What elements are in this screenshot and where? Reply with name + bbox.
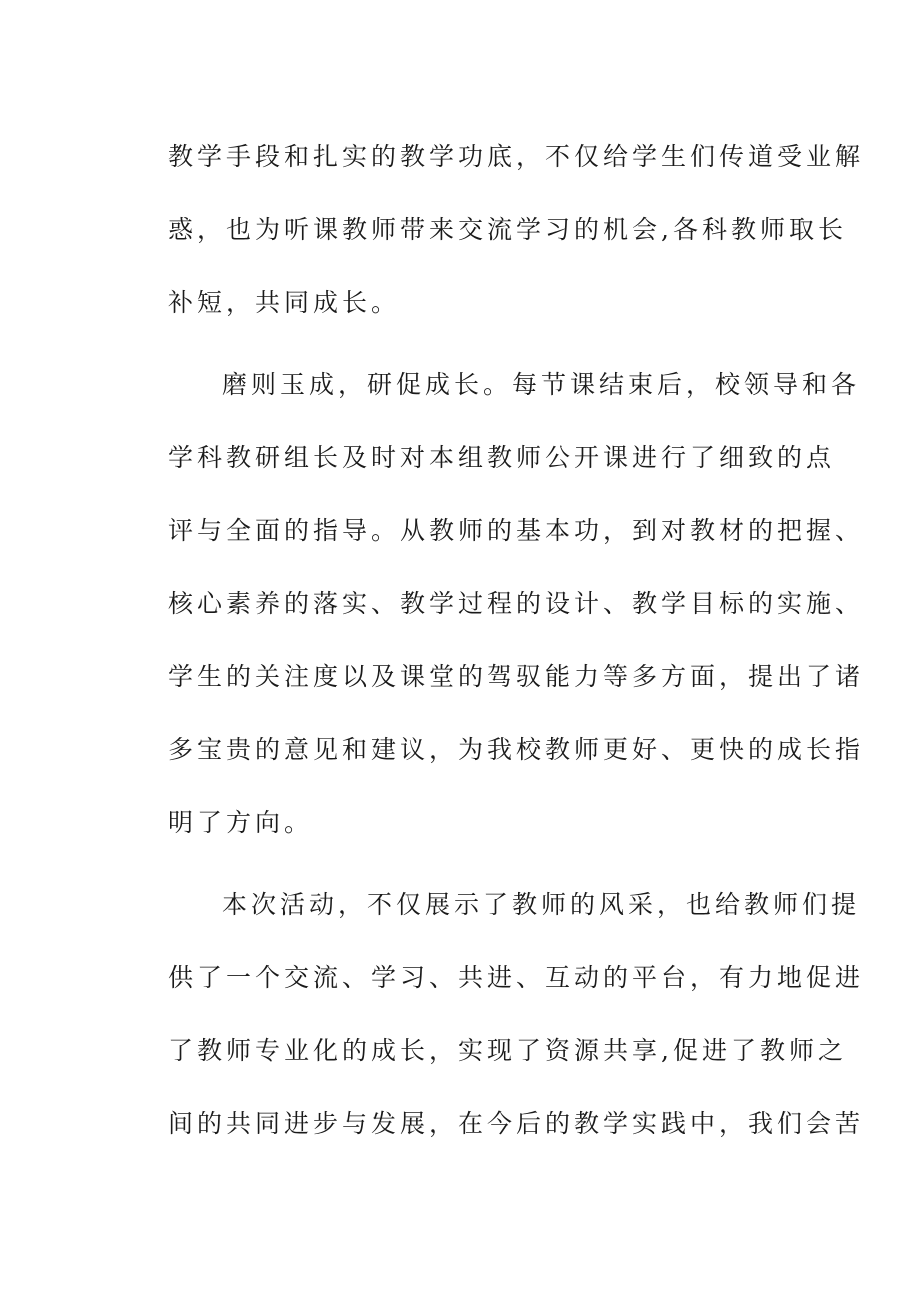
document-body — [168, 140, 865, 1180]
paragraph-first-line: 磨则玉成，研促成长。每节课结束后，校领导和各 — [222, 370, 861, 399]
text-line: 学科教研组长及时对本组教师公开课进行了细致的点 — [168, 443, 836, 472]
text-line: 学生的关注度以及课堂的驾驭能力等多方面，提出了诸 — [168, 662, 865, 691]
text-line: 多宝贵的意见和建议，为我校教师更好、更快的成长指 — [168, 735, 865, 764]
text-line: 评与全面的指导。从教师的基本功，到对教材的把握、 — [168, 516, 865, 545]
text-line: 明了方向。 — [168, 808, 314, 837]
text-line: 惑，也为听课教师带来交流学习的机会,各科教师取长 — [168, 215, 847, 244]
text-line: 教学手段和扎实的教学功底，不仅给学生们传道受业解 — [168, 142, 865, 171]
text-line: 了教师专业化的成长，实现了资源共享,促进了教师之 — [168, 1036, 847, 1065]
text-line: 补短，共同成长。 — [168, 288, 401, 317]
paragraph-first-line: 本次活动，不仅展示了教师的风采，也给教师们提 — [222, 890, 861, 919]
text-line: 间的共同进步与发展，在今后的教学实践中，我们会苦 — [168, 1109, 865, 1138]
text-line: 核心素养的落实、教学过程的设计、教学目标的实施、 — [168, 589, 865, 618]
text-line: 供了一个交流、学习、共进、互动的平台，有力地促进 — [168, 963, 865, 992]
